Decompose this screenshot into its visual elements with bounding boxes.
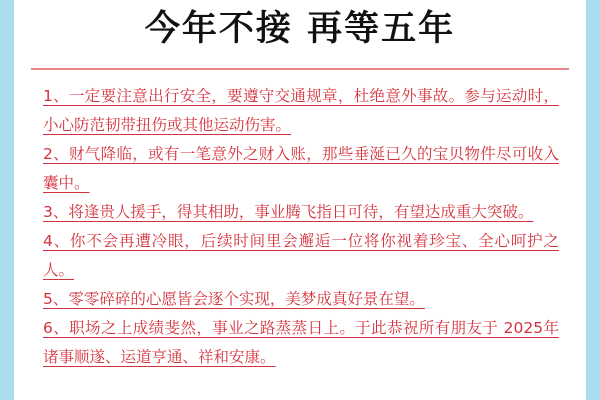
list-item: 6、职场之上成绩斐然，事业之路蒸蒸日上。于此恭祝所有朋友于 2025年诸事顺遂、运道亨通、祥和安康。 — [43, 319, 559, 366]
list-item: 3、将逢贵人援手，得其相助，事业腾飞指日可待，有望达成重大突破。 — [43, 203, 534, 221]
list-item: 5、零零碎碎的心愿皆会逐个实现，美梦成真好景在望。 — [43, 290, 425, 308]
left-decorative-band — [0, 0, 14, 400]
list-item: 2、财气降临，或有一笔意外之财入账，那些垂涎已久的宝贝物件尽可收入囊中。 — [43, 145, 559, 192]
list-item: 4、你不会再遭冷眼，后续时间里会邂逅一位将你视着珍宝、全心呵护之人。 — [43, 232, 559, 279]
right-decorative-band — [586, 0, 600, 400]
fortune-list — [43, 82, 559, 372]
title-divider — [31, 68, 569, 70]
right-band-inner-stripe — [581, 0, 586, 400]
page-title: 今年不接 再等五年 — [144, 9, 456, 49]
list-item: 1、一定要注意出行安全，要遵守交通规章，杜绝意外事故。参与运动时，小心防范韧带扭伤或其他运动伤害。 — [43, 87, 559, 134]
document-content — [19, 0, 581, 400]
